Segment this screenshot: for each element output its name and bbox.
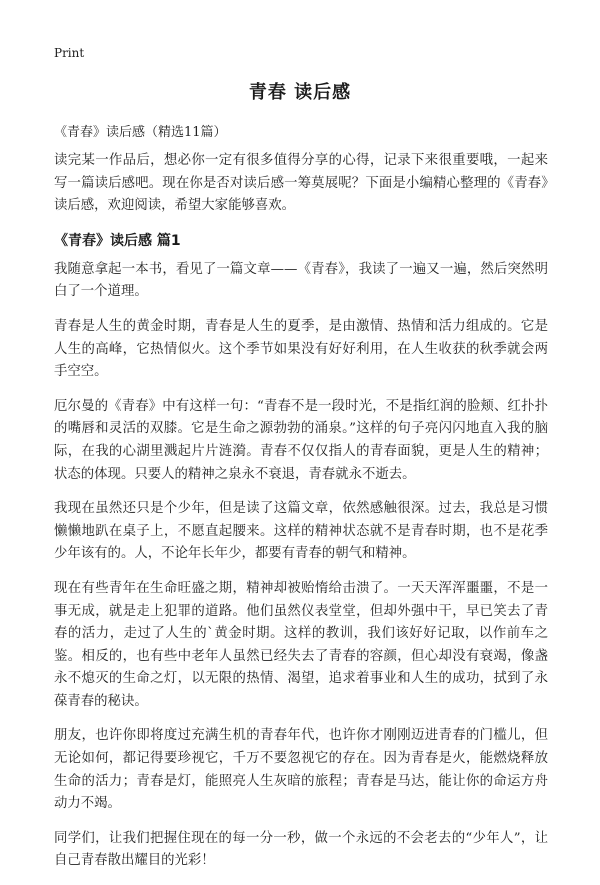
print-link[interactable]: Print <box>54 46 85 60</box>
body-paragraph: 厄尔曼的《青春》中有这样一句：“青春不是一段时光，不是指红润的脸颊、红扑扑的嘴唇和灵活的双膝。它是生命之源勃勃的涌泉。”这样的句子亮闪闪地直入我的脑际，在我的心湖里溅起片片涟漪。青春不仅仅指人的青春面貌，更是人生的精神；状态的体现。只要人的精神之泉永不衰退，青春就永不逝去。 <box>54 398 548 482</box>
section-heading: 《青春》读后感 篇1 <box>54 232 181 249</box>
body-paragraph: 我随意拿起一本书，看见了一篇文章——《青春》，我读了一遍又一遍，然后突然明白了一个道理。 <box>54 261 548 300</box>
body-paragraph: 朋友，也许你即将度过充满生机的青春年代，也许你才刚刚迈进青春的门槛儿，但无论如何，都记得要珍视它，千万不要忽视它的存在。因为青春是火，能燃烧释放生命的活力；青春是灯，能照亮人生灰暗的旅程；青春是马达，能让你的命运方舟动力不竭。 <box>54 728 548 812</box>
intro-paragraph: 读完某一作品后，想必你一定有很多值得分享的心得，记录下来很重要哦，一起来写一篇读后感吧。现在你是否对读后感一筹莫展呢？下面是小编精心整理的《青春》读后感，欢迎阅读，希望大家能够喜欢。 <box>54 153 548 214</box>
article-subtitle: 《青春》读后感（精选11篇） <box>54 125 227 140</box>
article-body <box>54 150 548 885</box>
body-paragraph: 同学们，让我们把握住现在的每一分一秒，做一个永远的不会老去的“少年人”，让自己青春散出耀目的光彩！ <box>54 830 548 869</box>
body-paragraph: 我现在虽然还只是个少年，但是读了这篇文章，依然感触很深。过去，我总是习惯懒懒地趴在桌子上，不愿直起腰来。这样的精神状态就不是青春时期，也不是花季少年该有的。人，不论年长年少，都要有青春的朝气和精神。 <box>54 501 548 562</box>
page-title: 青春 读后感 <box>248 82 352 103</box>
body-paragraph: 青春是人生的黄金时期，青春是人生的夏季，是由激情、热情和活力组成的。它是人生的高峰，它热情似火。这个季节如果没有好好利用，在人生收获的秋季就会两手空空。 <box>54 318 548 380</box>
body-paragraph: 现在有些青年在生命旺盛之期，精神却被贻惰给击溃了。一天天浑浑噩噩，不是一事无成，就是走上犯罪的道路。他们虽然仪表堂堂，但却外强中干，早已笑去了青春的活力，走过了人生的`黄金时期。这样的教训，我们该好好记取，以作前车之鉴。相反的，也有些中老年人虽然已经失去了青春的容颜，但心却没有衰竭，像盏永不熄灭的生命之灯，以无限的热情、渴望，追求着事业和人生的成功，拭到了永葆青春的秘诀。 <box>54 580 548 709</box>
